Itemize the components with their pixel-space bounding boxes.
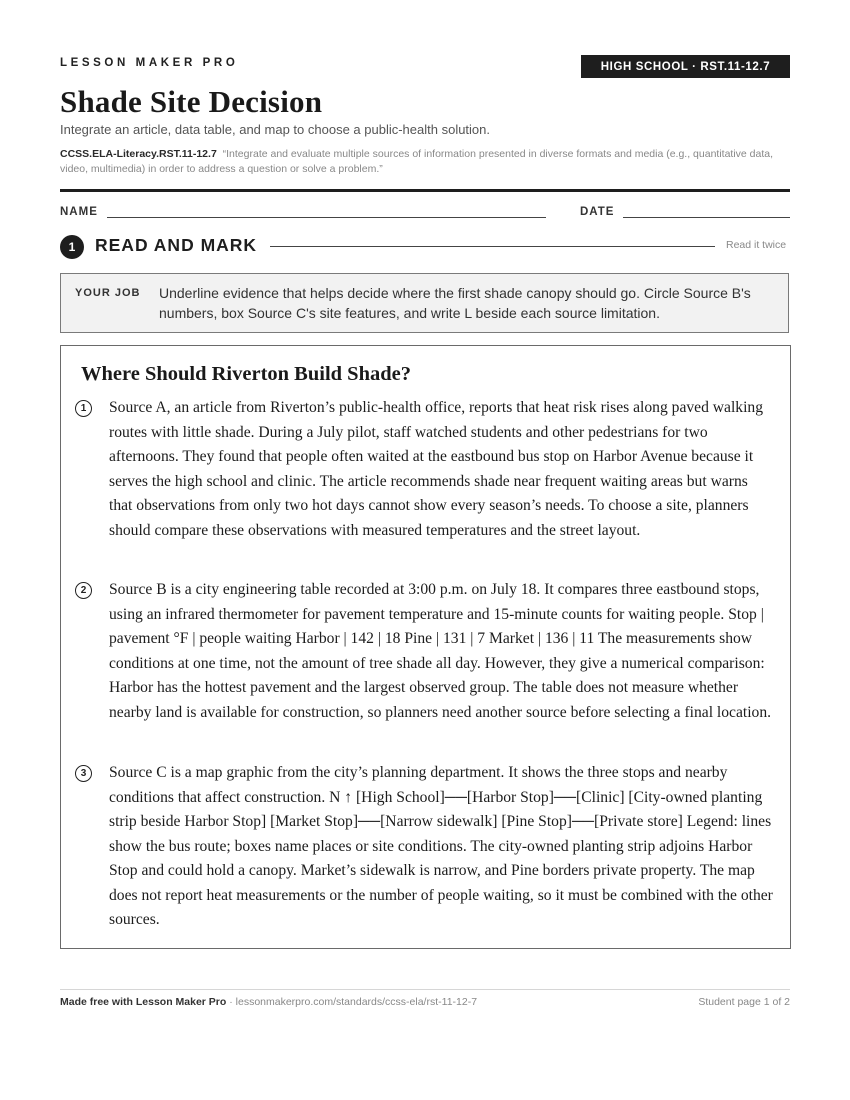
standard-text: “Integrate and evaluate multiple sources of information presented in diverse formats and media (e.g., quantitative data, video, multimedia) in order to address a question or solve a problem.” xyxy=(60,148,774,175)
page-title: Shade Site Decision xyxy=(60,84,323,119)
step-title: READ AND MARK xyxy=(95,235,258,255)
job-text: Underline evidence that helps decide where the first shade canopy should go. Circle Source B's numbers, box Source C's site features, and write L beside each source limitation. xyxy=(159,285,751,321)
job-label: YOUR JOB xyxy=(75,287,141,299)
job-instructions-box xyxy=(60,273,789,333)
paragraph-text: Source A, an article from Riverton’s public-health office, reports that heat risk rises along paved walking routes with little shade. During a July pilot, staff watched students and other pedestrians for two afternoons. They found that people often waited at the eastbound bus stop on Harbor Avenue because it serves the high school and clinic. The article recommends shade near frequent waiting areas but warns that observations from only two hot days cannot show every season’s needs. To choose a site, planners should compare these observations with measured temperatures and the street layout. xyxy=(109,399,764,539)
paragraph-text: Source C is a map graphic from the city’s planning department. It shows the three stops and nearby conditions that affect construction. N ↑ [High School]──[Harbor Stop]──[Clinic] [City-owned planting strip beside Harbor Stop] [Market Stop]──[Narrow sidewalk] [Pine Stop]──[Private store] Legend: lines show the bus route; boxes name places or site conditions. The city-owned planting strip adjoins Harbor Stop and could hold a canopy. Market’s sidewalk is narrow, and Pine borders private property. The map does not report heat measurements or the number of people waiting, so it must be combined with the other sources. xyxy=(109,764,773,928)
paragraph-number: 2 xyxy=(75,582,92,599)
reading-passage-box xyxy=(60,345,791,949)
footer-url[interactable]: · lessonmakerpro.com/standards/ccss-ela/rst-11-12-7 xyxy=(226,996,478,1008)
footer-made-with: Made free with Lesson Maker Pro xyxy=(60,996,227,1008)
paragraph-text: Source B is a city engineering table recorded at 3:00 p.m. on July 18. It compares three eastbound stops, using an infrared thermometer for pavement temperature and 15-minute counts for waiting people. Stop | pavement °F | people waiting Harbor | 142 | 18 Pine | 131 | 7 Market | 136 | 11 The measurements show conditions at one time, not the amount of tree shade all day. However, they give a numerical comparison: Harbor has the hottest pavement and the largest observed group. The table does not measure whether nearby land is available for construction, so planners need another source before selecting a final location. xyxy=(109,581,772,721)
page-indicator: Student page 1 of 2 xyxy=(698,996,790,1008)
page-subtitle: Integrate an article, data table, and map to choose a public-health solution. xyxy=(60,122,491,137)
standard-code: CCSS.ELA-Literacy.RST.11-12.7 xyxy=(60,148,217,160)
date-field[interactable] xyxy=(623,217,790,218)
grade-standard-badge: HIGH SCHOOL · RST.11-12.7 xyxy=(581,55,790,78)
step-number-badge: 1 xyxy=(60,235,84,259)
name-label: NAME xyxy=(60,206,98,218)
step-note: Read it twice xyxy=(726,239,787,251)
paragraph-number: 3 xyxy=(75,765,92,782)
paragraph-number: 1 xyxy=(75,400,92,417)
header-divider xyxy=(60,189,790,192)
name-field[interactable] xyxy=(107,217,546,218)
reading-title: Where Should Riverton Build Shade? xyxy=(81,363,411,385)
standard-description xyxy=(60,147,780,177)
footer-divider xyxy=(60,989,790,990)
footer-credit xyxy=(60,996,477,1008)
date-label: DATE xyxy=(580,206,615,218)
step-divider xyxy=(270,246,715,247)
brand-name: LESSON MAKER PRO xyxy=(60,57,239,69)
